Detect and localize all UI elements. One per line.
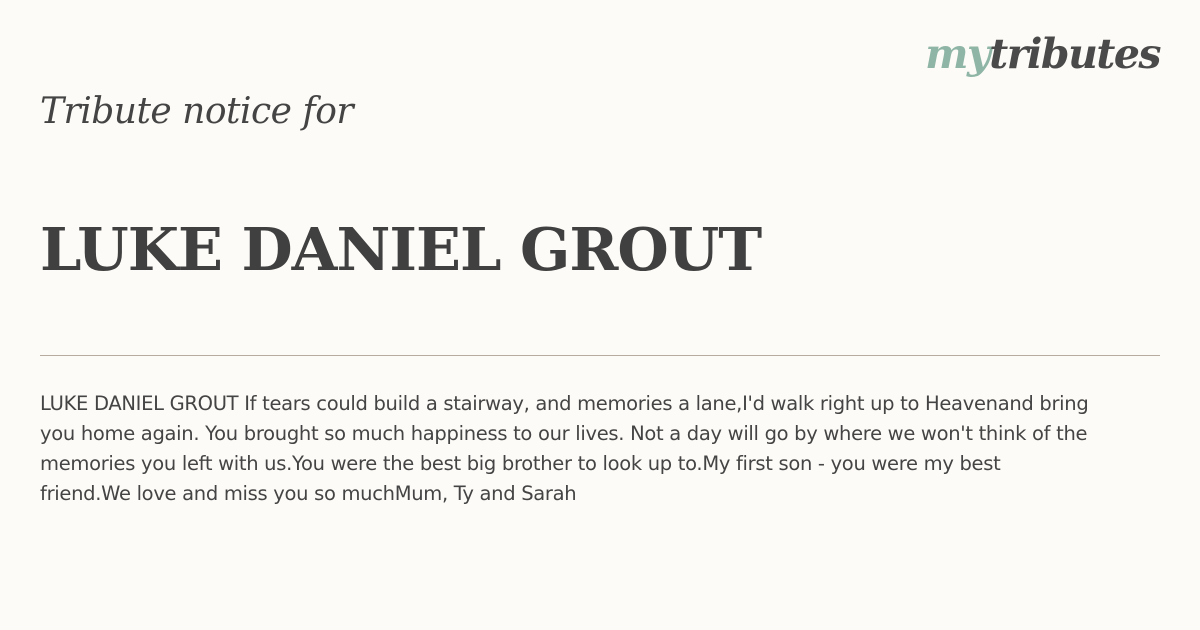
tribute-subtitle: Tribute notice for — [40, 91, 354, 132]
divider — [40, 355, 1160, 356]
tribute-notice-text: LUKE DANIEL GROUT If tears could build a stairway, and memories a lane,I'd walk right up to Heavenand bring you home again. You brought so much happiness to our lives. Not a day will go by where we won't think of the memories you left with us.You were the best big brother to look up to.My first son - you were my best friend.We love and miss you so muchMum, Ty and Sarah — [40, 392, 1089, 505]
logo-tributes-text: tributes — [989, 30, 1160, 78]
deceased-name: LUKE DANIEL GROUT — [40, 215, 762, 284]
logo-my-text: my — [925, 30, 990, 78]
mytributes-logo[interactable] — [925, 30, 1160, 78]
